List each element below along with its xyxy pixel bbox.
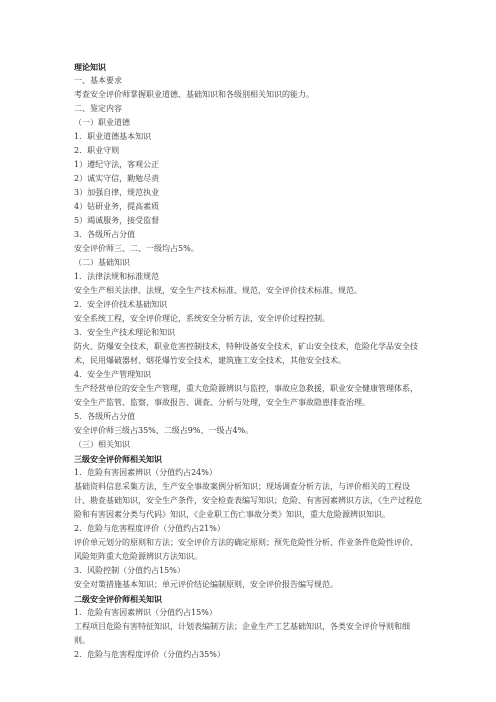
section-heading: 理论知识: [74, 62, 106, 72]
text-line: 2．危险与危害程度评价（分值约占21%）: [74, 524, 225, 533]
document-body: [74, 60, 422, 662]
text-line: 1．危险有害因素辨识（分值约占15%）: [74, 608, 217, 617]
text-line: 安全系统工程，安全评价理论，系统安全分析方法，安全评价过程控制。: [74, 314, 330, 323]
text-line: 4）钻研业务，提高素质: [74, 202, 160, 211]
text-line: 基础资料信息采集方法，生产安全事故案例分析知识；现场调查分析方法，与评价相关的工程设计、勘查基础知识，安全生产条件，安全检查表编写知识；危险、有害因素辨识方法，《生产过程危险和有害因素分类与代码》知识，《企业职工伤亡事故分类》知识，重大危险源辨识知识。: [74, 482, 422, 519]
text-line: 1．危险有害因素辨识（分值约占24%）: [74, 468, 217, 477]
text-line: 4．安全生产管理知识: [74, 370, 152, 379]
text-line: 防火、防爆安全技术，职业危害控制技术，特种设备安全技术，矿山安全技术，危险化学品安全技术，民用爆破器材、烟花爆竹安全技术，建筑施工安全技术，其他安全技术。: [74, 342, 418, 365]
text-line: 安全评价师三级占35%、二级占9%、一级占4%。: [74, 426, 254, 435]
text-line: 2．职业守则: [74, 146, 120, 155]
text-line: 3．安全生产技术理论和知识: [74, 328, 176, 337]
text-line: 评价单元划分的原则和方法；安全评价方法的确定原则；预先危险性分析、作业条件危险性评价、风险矩阵重大危险源辨识方法知识。: [74, 538, 418, 561]
text-line: 3．风险控制（分值约占15%）: [74, 566, 185, 575]
section-heading: 二级安全评价师相关知识: [74, 594, 162, 604]
text-line: 2．安全评价技术基础知识: [74, 300, 168, 309]
text-line: 1）遵纪守法，客观公正: [74, 160, 160, 169]
text-line: 安全对策措施基本知识；单元评价结论编制原则，安全评价报告编写规范。: [74, 580, 338, 589]
text-line: 1．职业道德基本知识: [74, 132, 152, 141]
text-line: 一、基本要求: [74, 76, 122, 85]
text-line: （三）相关知识: [74, 440, 130, 449]
section-heading: 三级安全评价师相关知识: [74, 454, 162, 464]
text-line: 安全生产相关法律、法规，安全生产技术标准、规范，安全评价技术标准、规范。: [74, 286, 362, 295]
text-line: 工程项目危险有害特征知识，计划表编制方法；企业生产工艺基础知识，各类安全评价导则和细则。: [74, 622, 410, 645]
text-line: 5．各级所占分值: [74, 412, 136, 421]
text-line: 3）加强自律，规范执业: [74, 188, 160, 197]
text-line: 考查安全评价师掌握职业道德、基础知识和各级别相关知识的能力。: [74, 90, 314, 99]
text-line: 2）诚实守信，勤勉尽责: [74, 174, 160, 183]
text-line: 5）竭诚服务，接受监督: [74, 216, 160, 225]
text-line: 3．各级所占分值: [74, 230, 136, 239]
text-line: （二）基础知识: [74, 258, 130, 267]
text-line: 安全评价师三、二、一级均占5%。: [74, 244, 199, 253]
text-line: 2．危险与危害程度评价（分值约占35%）: [74, 650, 225, 659]
text-line: 1．法律法规和标准规范: [74, 272, 160, 281]
text-line: （一）职业道德: [74, 118, 130, 127]
text-line: 生产经营单位的安全生产管理，重大危险源辨识与监控，事故应急救援，职业安全健康管理体系，安全生产监管、监察，事故报告、调查、分析与处理，安全生产事故隐患排查治理。: [74, 384, 418, 407]
text-line: 二、鉴定内容: [74, 104, 122, 113]
